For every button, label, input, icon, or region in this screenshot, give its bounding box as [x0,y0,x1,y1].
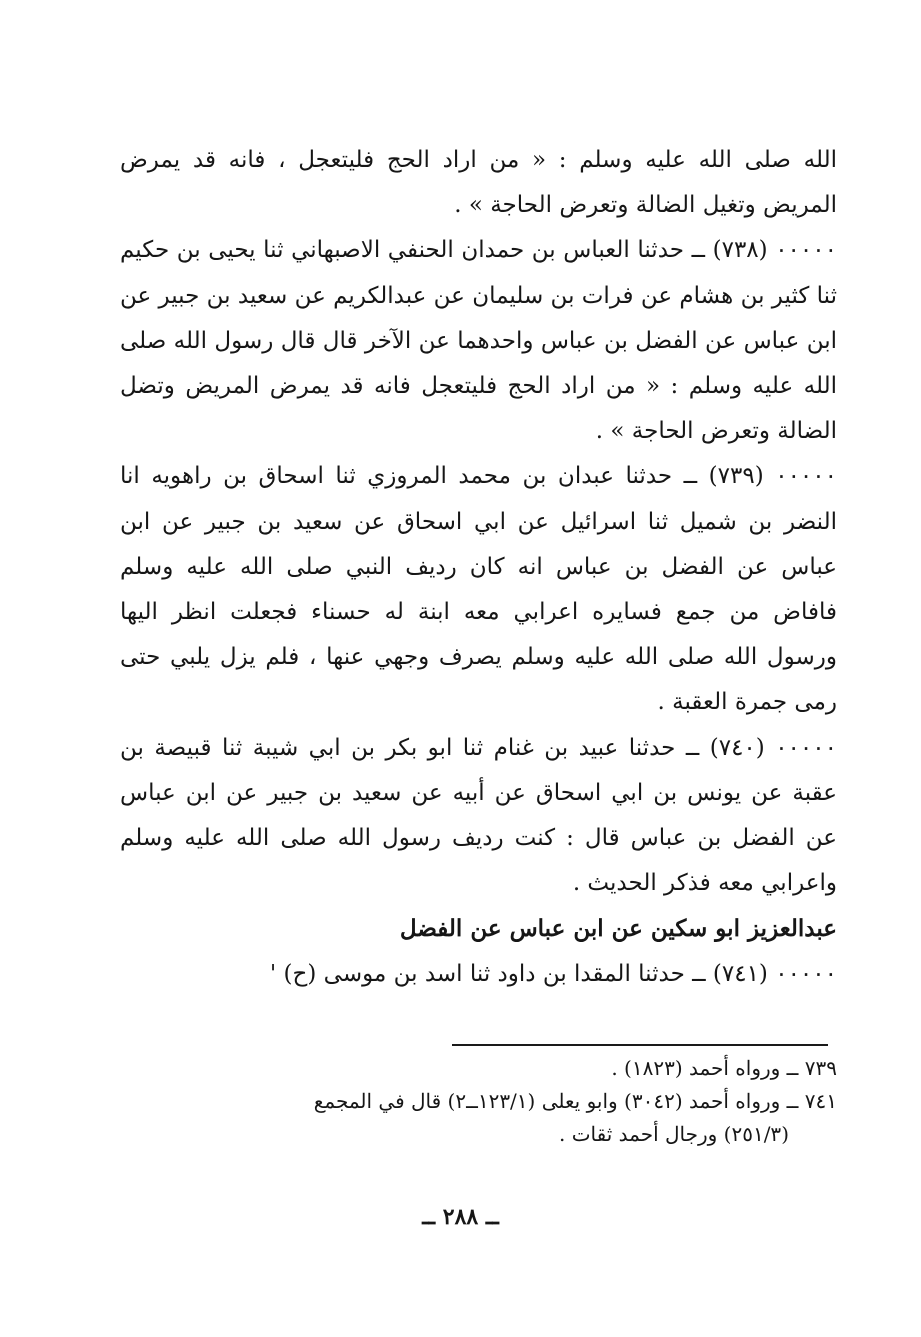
footnote-739: ٧٣٩ ــ ورواه أحمد (١٨٢٣) . [611,1056,837,1080]
hadith-738: ٠٠٠٠٠ (٧٣٨) ــ حدثنا العباس بن حمدان الحنفي الاصبهاني ثنا يحيى بن حكيم ثنا كثير بن هشام عن فرات بن سليمان عن عبدالكريم عن سعيد بن جبير عن ابن عباس عن الفضل بن عباس واحدهما عن الآخر قال قال رسول الله صلى الله عليه وسلم : « من اراد الحج فليتعجل فانه قد يمرض المريض وتضل الضالة وتعرض الحاجة » . [120,237,837,445]
main-text [120,138,837,997]
section-heading: عبدالعزيز ابو سكين عن ابن عباس عن الفضل [399,915,837,943]
hadith-741: ٠٠٠٠٠ (٧٤١) ــ حدثنا المقدا بن داود ثنا اسد بن موسى (ح) ' [269,960,837,987]
footnotes [120,1052,837,1151]
paragraph-continuation: الله صلى الله عليه وسلم : « من اراد الحج فليتعجل ، فانه قد يمرض المريض وتغيل الضالة وتعرض الحاجة » . [120,147,837,219]
page-number: ــ ٢٨٨ ــ [422,1204,499,1230]
hadith-740: ٠٠٠٠٠ (٧٤٠) ــ حدثنا عبيد بن غنام ثنا ابو بكر بن ابي شيبة ثنا قبيصة بن عقبة عن يونس بن ابي اسحاق عن أبيه عن سعيد بن جبير عن ابن عباس عن الفضل بن عباس قال : كنت رديف رسول الله صلى الله عليه وسلم واعرابي معه فذكر الحديث . [120,734,837,897]
footnote-741: ٧٤١ ــ ورواه أحمد (٣٠٤٢) وابو يعلى (١٢٣/١ــ٢) قال في المجمع [313,1089,837,1113]
footnote-741-continued: (٢٥١/٣) ورجال أحمد ثقات . [558,1122,789,1146]
hadith-739: ٠٠٠٠٠ (٧٣٩) ــ حدثنا عبدان بن محمد المروزي ثنا اسحاق بن راهويه انا النضر بن شميل ثنا اسرائيل عن ابي اسحاق عن سعيد بن جبير عن ابن عباس عن الفضل بن عباس انه كان رديف النبي صلى الله عليه وسلم فافاض من جمع فسايره اعرابي معه ابنة له حسناء فجعلت انظر اليها ورسول الله صلى الله عليه وسلم يصرف وجهي عنها ، فلم يزل يلبي حتى رمى جمرة العقبة . [120,463,837,716]
footnote-divider [452,1044,828,1046]
